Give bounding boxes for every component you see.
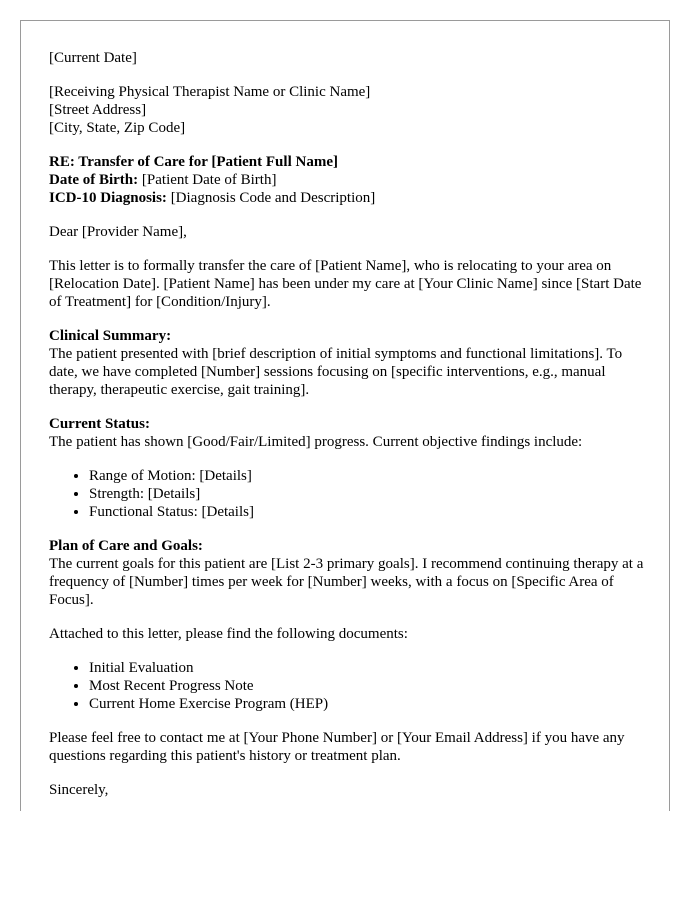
recipient-city: [City, State, Zip Code] [49,120,186,136]
recipient-address [49,83,649,137]
recipient-street: [Street Address] [49,102,147,118]
list-item: • Range of Motion: [Details] [89,467,649,485]
dob-value: [Patient Date of Birth] [138,172,277,188]
intro-paragraph: This letter is to formally transfer the care of [Patient Name], who is relocating to your area on [Relocation Date]. [Patient Name] has been under my care at [Your Clinic Name] since [Start Date of Treatment] for [Condition/Injury]. [49,258,642,310]
findings-list [49,467,649,521]
plan-text: The current goals for this patient are [List 2-3 primary goals]. I recommend continuing therapy at a frequency of [Number] times per week for [Number] weeks, with a focus on [Specific Area of Focus]. [49,556,644,608]
icd-line [49,189,649,207]
list-item: • Initial Evaluation [89,659,649,677]
clinical-summary-section [49,327,649,399]
letter-page [20,20,670,811]
plan-title: Plan of Care and Goals: [49,538,203,554]
contact-paragraph: Please feel free to contact me at [Your Phone Number] or [Your Email Address] if you have any questions regarding this patient's history or treatment plan. [49,730,625,764]
letter-date: [Current Date] [49,50,137,66]
attachments-list [49,659,649,713]
attachments-intro: Attached to this letter, please find the following documents: [49,626,408,642]
dob-label: Date of Birth: [49,172,139,188]
clinical-summary-text: The patient presented with [brief description of initial symptoms and functional limitations]. To date, we have completed [Number] sessions focusing on [specific interventions, e.g., manual therapy, therapeutic exercise, gait training]. [49,346,623,398]
recipient-name: [Receiving Physical Therapist Name or Clinic Name] [49,84,371,100]
current-status-text: The patient has shown [Good/Fair/Limited] progress. Current objective findings include: [49,434,583,450]
icd-value: [Diagnosis Code and Description] [166,190,376,206]
reference-block [49,153,649,207]
list-item: • Functional Status: [Details] [89,503,649,521]
current-status-title: Current Status: [49,416,150,432]
clinical-summary-title: Clinical Summary: [49,328,172,344]
list-item: • Current Home Exercise Program (HEP) [89,695,649,713]
dob-line [49,171,649,189]
list-item: • Most Recent Progress Note [89,677,649,695]
current-status-section [49,415,649,451]
icd-label: ICD-10 Diagnosis: [49,190,167,206]
re-line: RE: Transfer of Care for [Patient Full Name] [49,154,338,170]
salutation: Dear [Provider Name], [49,224,187,240]
closing: Sincerely, [49,782,109,798]
plan-section [49,537,649,609]
list-item: • Strength: [Details] [89,485,649,503]
